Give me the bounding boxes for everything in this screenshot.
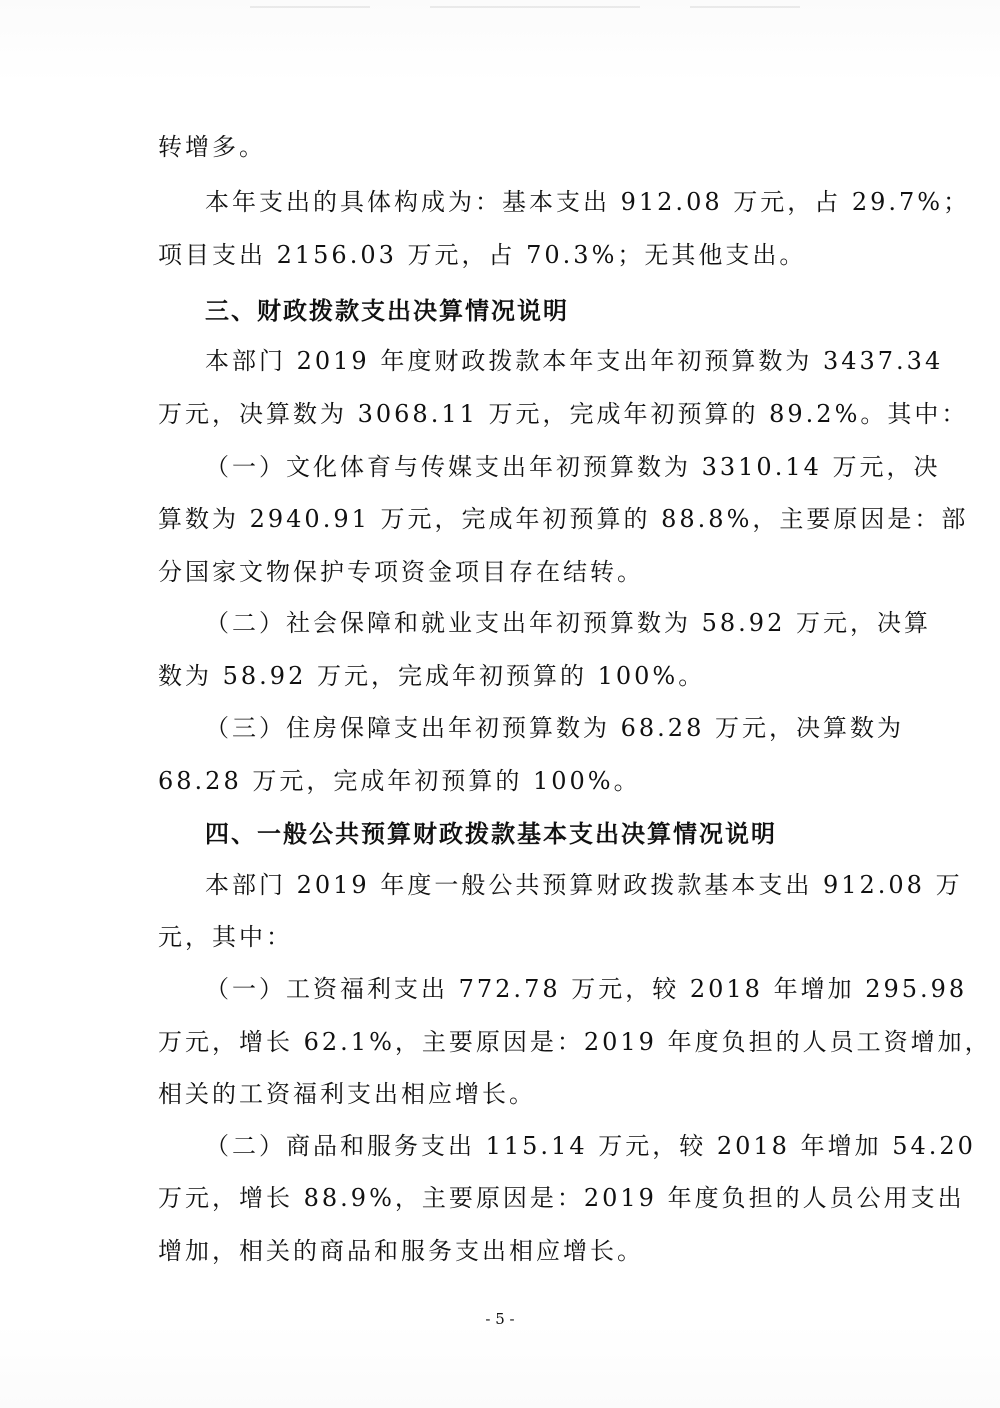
body-line: 相关的工资福利支出相应增长。 xyxy=(158,1080,536,1108)
body-line: 本部门 2019 年度财政拨款本年支出年初预算数为 3437.34 xyxy=(205,347,944,375)
scan-mark-left xyxy=(250,6,370,8)
body-line: 万元，增长 88.9%，主要原因是：2019 年度负担的人员公用支出 xyxy=(158,1184,965,1212)
body-line: （一）工资福利支出 772.78 万元，较 2018 年增加 295.98 xyxy=(205,975,968,1003)
body-line: 转增多。 xyxy=(158,133,266,161)
body-line: 数为 58.92 万元，完成年初预算的 100%。 xyxy=(158,662,706,690)
body-line: （二）社会保障和就业支出年初预算数为 58.92 万元，决算 xyxy=(205,609,931,637)
body-line: 本部门 2019 年度一般公共预算财政拨款基本支出 912.08 万 xyxy=(205,871,963,899)
body-line: 万元，决算数为 3068.11 万元，完成年初预算的 89.2%。其中： xyxy=(158,400,969,428)
section-heading-three: 三、财政拨款支出决算情况说明 xyxy=(205,297,569,325)
body-line: 68.28 万元，完成年初预算的 100%。 xyxy=(158,767,641,795)
section-heading-four: 四、一般公共预算财政拨款基本支出决算情况说明 xyxy=(205,820,777,848)
body-line: 万元，增长 62.1%，主要原因是：2019 年度负担的人员工资增加， xyxy=(158,1028,992,1056)
body-line: 项目支出 2156.03 万元，占 70.3%；无其他支出。 xyxy=(158,241,807,269)
body-line: 本年支出的具体构成为：基本支出 912.08 万元，占 29.7%； xyxy=(205,188,971,216)
body-line: （二）商品和服务支出 115.14 万元，较 2018 年增加 54.20 xyxy=(205,1132,976,1160)
body-line: 分国家文物保护专项资金项目存在结转。 xyxy=(158,558,644,586)
body-line: 增加，相关的商品和服务支出相应增长。 xyxy=(158,1237,644,1265)
scan-mark-center xyxy=(430,6,640,8)
scan-mark-right xyxy=(690,6,800,8)
page-number: - 5 - xyxy=(485,1310,515,1328)
body-line: （一）文化体育与传媒支出年初预算数为 3310.14 万元，决 xyxy=(205,453,941,481)
body-line: 算数为 2940.91 万元，完成年初预算的 88.8%，主要原因是：部 xyxy=(158,505,969,533)
body-line: （三）住房保障支出年初预算数为 68.28 万元，决算数为 xyxy=(205,714,904,742)
body-line: 元，其中： xyxy=(158,923,293,951)
